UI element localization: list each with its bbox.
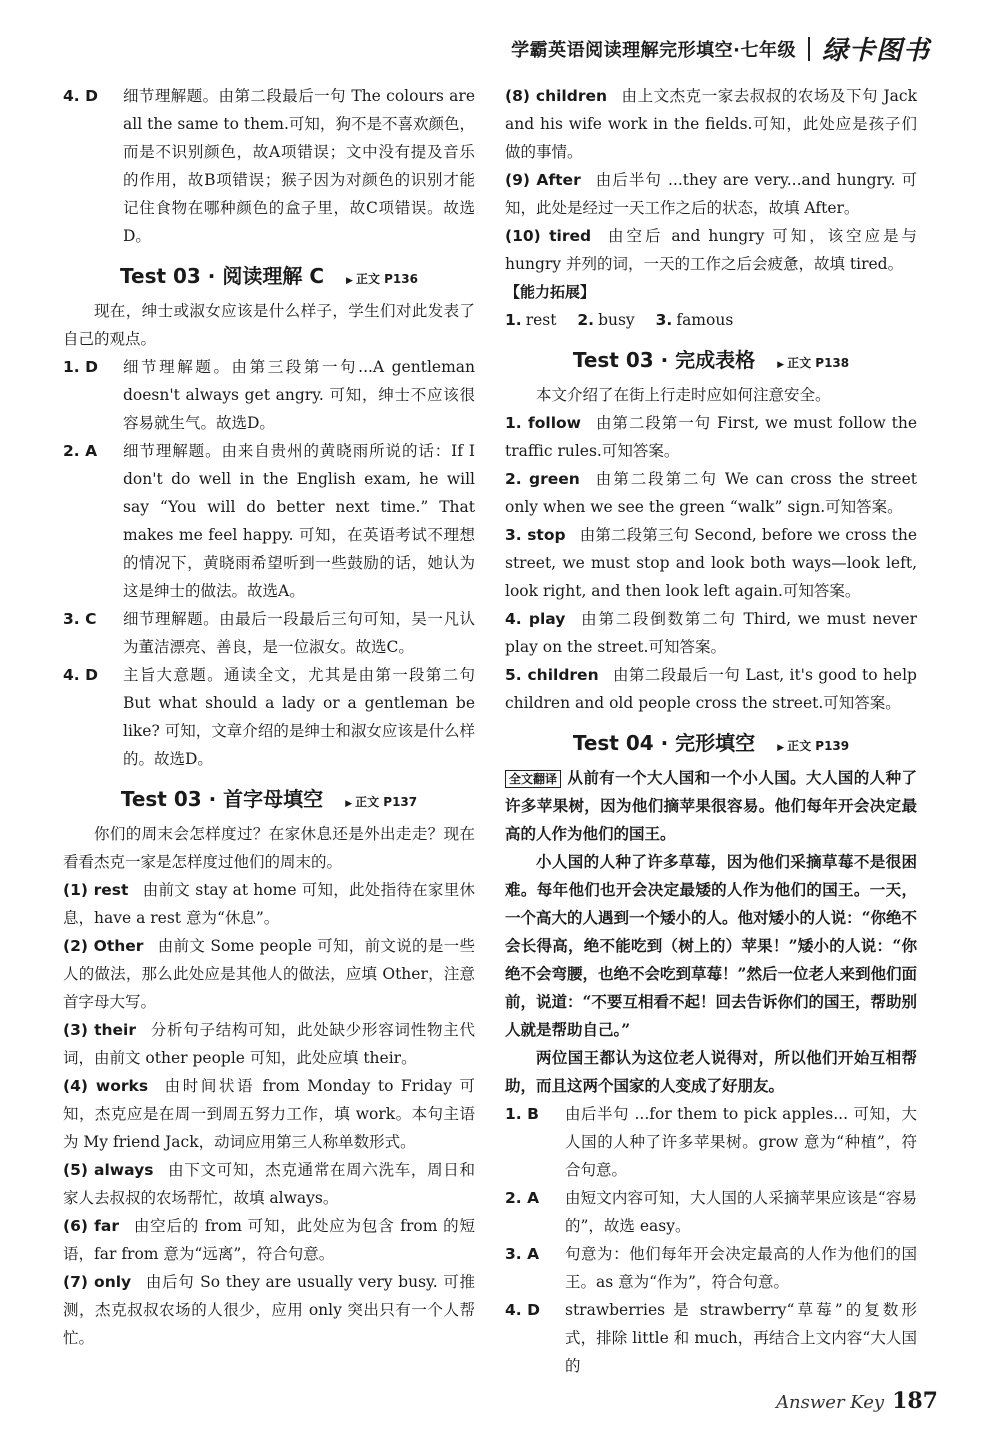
answer-number: 3. A [505,1245,540,1263]
answer-text: 由短文内容可知，大人国的人采摘苹果应该是“容易的”，故选 easy。 [565,1189,917,1235]
page-reference: ▶ 正文 P138 [777,354,849,371]
answer-text: 由下文可知，杰克通常在周六洗车，周日和家人去叔叔的农场帮忙，故填 always。 [63,1161,475,1207]
answer-text: 由空后的 from 可知，此处应为包含 from 的短语，far from 意为“远离”，符合句意。 [63,1217,475,1263]
answer-text: 由后句 So they are usually very busy. 可推测，杰克叔叔农场的人很少，应用 only 突出只有一个人帮忙。 [63,1273,475,1347]
section-heading [63,783,475,812]
answer-item [63,82,475,250]
answer-number: 3. [655,311,673,329]
answer-item [505,1100,917,1184]
section-title: Test 03 · 首字母填空 [120,787,324,811]
answer-word: busy [598,311,635,329]
answer-text: 由时间状语 from Monday to Friday 可知，杰克应是在周一到周五努力工作，填 work。本句主语为 My friend Jack，动词应用第三人称单数形式。 [63,1077,475,1151]
answer-number: (4) works [63,1077,149,1095]
answer-item [63,605,475,661]
answer-text: 细节理解题。由第三段第一句...A gentleman doesn't always get angry. 可知，绅士不应该很容易就生气。故选D。 [123,358,475,432]
answer-word: rest [525,311,557,329]
answer-item [63,876,475,932]
answer-item [505,82,917,166]
answer-item [505,521,917,605]
answer-item [505,409,917,465]
brand-logo: 绿卡图书 [821,36,930,66]
section-heading [505,727,917,756]
answer-number: (5) always [63,1161,154,1179]
answer-item [505,1184,917,1240]
answer-item [505,605,917,661]
answer-item [505,1296,917,1380]
footer-label: Answer Key [776,1392,885,1413]
page-header [480,30,930,67]
answer-text: 句意为：他们每年开会决定最高的人作为他们的国王。as 意为“作为”，符合句意。 [565,1245,917,1291]
answer-text: 细节理解题。由第二段最后一句 The colours are all the same to them.可知，狗不是不喜欢颜色，而是不识别颜色，故A项错误；文中没有提及音乐的作用，故B项错误；猴子因为对颜色的识别才能记住食物在哪种颜色的盒子里，故C项错误。故选D。 [123,87,475,245]
answer-item [63,1016,475,1072]
left-column [63,82,475,1352]
answer-text: 由前文 stay at home 可知，此处指待在家里休息，have a rest 意为“休息”。 [63,881,475,927]
answer-number: (7) only [63,1273,132,1291]
section-title: Test 03 · 阅读理解 C [120,264,325,288]
header-divider [808,37,810,61]
translation-paragraph: 小人国的人种了许多草莓，因为他们采摘草莓不是很困难。每年他们也开会决定最矮的人作为他们的国王。一天，一个高大的人遇到一个矮小的人。他对矮小的人说：“你绝不会长得高，绝不能吃到（树上的）苹果！”矮小的人说：“你绝不会弯腰，也绝不会吃到草莓！”然后一位老人来到他们面前，说道：“不要互相看不起！回去告诉你们的国王，帮助别人就是帮助自己。” [505,852,917,1039]
answer-number: 1. B [505,1105,539,1123]
answer-word: famous [676,311,734,329]
answer-number: 4. D [505,1301,540,1319]
answer-text: 由第二段第一句 First, we must follow the traffic rules.可知答案。 [505,414,917,460]
extension-answers [505,306,917,334]
answer-number: (8) children [505,87,608,105]
section-title: Test 04 · 完形填空 [572,731,756,755]
answer-item [63,437,475,605]
answer-number: 4. play [505,610,566,628]
extension-heading: 【能力拓展】 [505,283,596,301]
answer-text: 细节理解题。由来自贵州的黄晓雨所说的话：If I don't do well in the English exam, he will say “You will do better next time.” That makes me feel happy. 可知，在英语考试不理想的情况下，黄晓雨希望听到一些鼓励的话，她认为这是绅士的做法。故选A。 [123,442,475,600]
section-heading [505,344,917,373]
answer-number: (9) After [505,171,581,189]
answer-item [63,1072,475,1156]
answer-text: 由第二段第三句 Second, before we cross the street, we must stop and look both ways—look left, look right, and then look left again.可知答案。 [505,526,917,600]
section-intro: 本文介绍了在街上行走时应如何注意安全。 [536,386,831,404]
page-reference: ▶ 正文 P136 [346,270,418,287]
answer-number: 3. C [63,610,97,628]
answer-text: 由第二段第二句 We can cross the street only when we see the green “walk” sign.可知答案。 [505,470,917,516]
answer-item [63,661,475,773]
answer-number: 2. A [505,1189,540,1207]
right-column [505,82,917,1380]
answer-item [63,1156,475,1212]
answer-number: 4. D [63,87,98,105]
answer-text: 细节理解题。由最后一段最后三句可知，吴一凡认为董洁漂亮、善良，是一位淑女。故选C。 [123,610,475,656]
answer-text: strawberries 是 strawberry“草莓”的复数形式，排除 little 和 much，再结合上文内容“大人国的 [565,1301,917,1375]
page-number: 187 [892,1388,938,1414]
answer-item [63,1268,475,1352]
translation-text: 从前有一个大人国和一个小人国。大人国的人种了许多苹果树，因为他们摘苹果很容易。他们每年开会决定最高的人作为他们的国王。 [505,768,917,843]
section-title: Test 03 · 完成表格 [572,348,756,372]
translation-paragraph: 两位国王都认为这位老人说得对，所以他们开始互相帮助，而且这两个国家的人变成了好朋友。 [505,1048,917,1095]
answer-item [63,353,475,437]
answer-number: 1. [505,311,522,329]
answer-text: 由第二段倒数第二句 Third, we must never play on the street.可知答案。 [505,610,917,656]
translation-tag: 全文翻译 [505,770,561,788]
answer-number: 2. green [505,470,580,488]
answer-item [505,661,917,717]
answer-text: 由后半句 ...they are very...and hungry. 可知，此处是经过一天工作之后的状态，故填 After。 [505,171,918,217]
section-intro: 现在，绅士或淑女应该是什么样子，学生们对此发表了自己的观点。 [63,302,475,348]
answer-number: 5. children [505,666,599,684]
answer-item [505,1240,917,1296]
answer-number: 1. D [63,358,98,376]
answer-text: 由后半句 ...for them to pick apples... 可知，大人国的人种了许多苹果树。grow 意为“种植”，符合句意。 [565,1105,917,1179]
section-intro: 你们的周末会怎样度过？在家休息还是外出走走？现在看看杰克一家是怎样度过他们的周末的。 [63,825,475,871]
answer-item [63,932,475,1016]
answer-item [505,222,917,278]
book-title: 学霸英语阅读理解完形填空·七年级 [511,39,796,61]
page-footer [776,1388,938,1414]
page-reference: ▶ 正文 P139 [777,737,849,754]
answer-number: (6) far [63,1217,120,1235]
answer-number: 2. A [63,442,98,460]
answer-text: 分析句子结构可知，此处缺少形容词性物主代词，由前文 other people 可知，此处应填 their。 [63,1021,475,1067]
answer-text: 由上文杰克一家去叔叔的农场及下句 Jack and his wife work in the fields.可知，此处应是孩子们做的事情。 [505,87,917,161]
answer-text: 主旨大意题。通读全文，尤其是由第一段第二句 But what should a lady or a gentleman be like? 可知，文章介绍的是绅士和淑女应该是什么样的。故选D。 [123,666,475,768]
answer-number: 1. follow [505,414,582,432]
translation-paragraph [505,764,917,848]
answer-number: 4. D [63,666,98,684]
answer-item [63,1212,475,1268]
answer-number: (10) tired [505,227,592,245]
answer-number: (2) Other [63,937,144,955]
answer-item [505,465,917,521]
answer-number: 2. [577,311,595,329]
answer-text: 由前文 Some people 可知，前文说的是一些人的做法，那么此处应是其他人的做法，应填 Other，注意首字母大写。 [63,937,475,1011]
answer-text: 由空后 and hungry 可知，该空应是与 hungry 并列的词，一天的工作之后会疲惫，故填 tired。 [505,227,918,273]
answer-item [505,166,917,222]
answer-number: (1) rest [63,881,129,899]
section-heading [63,260,475,289]
answer-number: (3) their [63,1021,137,1039]
answer-text: 由第二段最后一句 Last, it's good to help children and old people cross the street.可知答案。 [505,666,917,712]
answer-number: 3. stop [505,526,566,544]
page-reference: ▶ 正文 P137 [345,793,417,810]
